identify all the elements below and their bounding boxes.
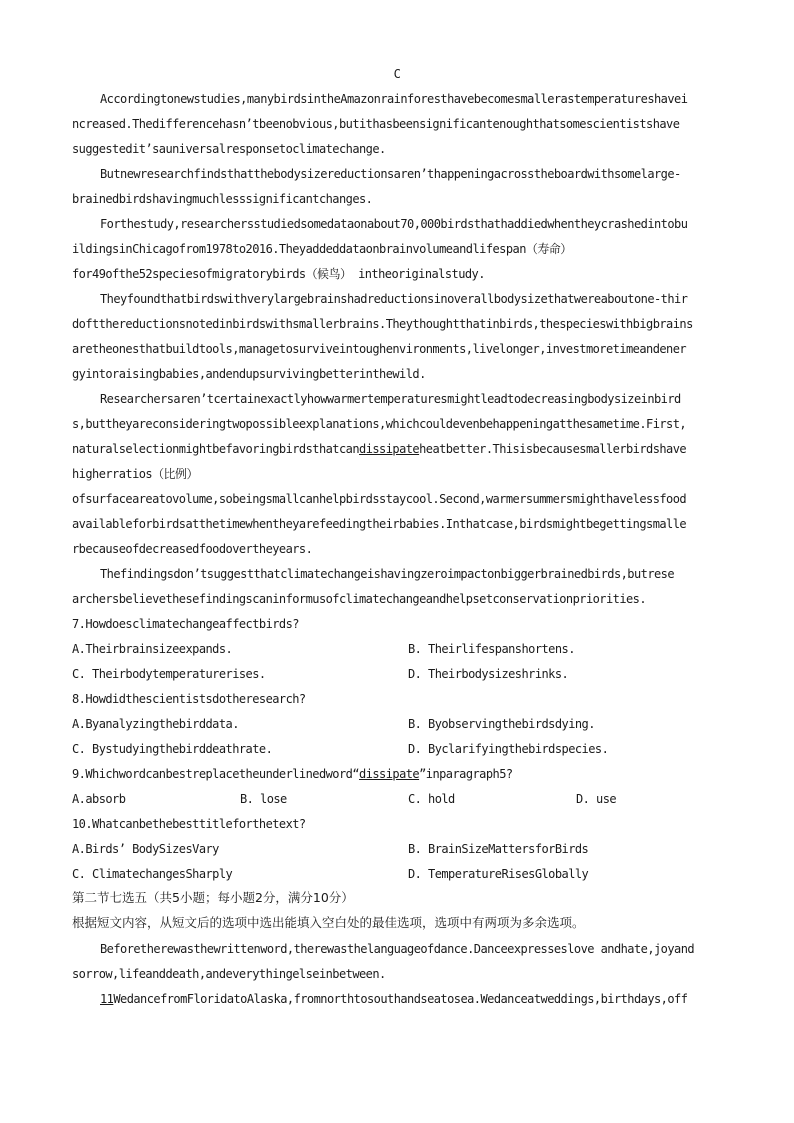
passage-line: Researchersaren’tcertainexactlyhowwarmertemperaturesmightleadtodecreasingbodysizeinbird <box>100 392 681 406</box>
option-9d[interactable]: D. use <box>576 792 617 806</box>
passage-text: naturalselectionmightbefavoringbirdsthatcan <box>72 442 360 456</box>
passage-line: ncreased.Thedifferencehasn’tbeenobvious,butithasbeensignificantenoughthatsomescientistshave <box>72 117 680 131</box>
passage-line: Butnewresearchfindsthatthebodysizereductionsaren’thappeningacrosstheboardwithsomelarge- <box>100 167 681 181</box>
option-7b[interactable]: B. Theirlifespanshortens. <box>408 642 575 656</box>
passage-line: ildingsinChicagofrom1978to2016.Theyaddeddataonbrainvolumeandlifespan（寿命） <box>72 242 572 256</box>
passage-line: for49ofthe52speciesofmigratorybirds（候鸟） intheoriginalstudy. <box>72 267 485 281</box>
question-9 <box>72 767 722 781</box>
question-text: 9.Whichwordcanbestreplacetheunderlinedword“ <box>72 767 360 781</box>
passage-line: Theyfoundthatbirdswithverylargebrainshadreductionsinoverallbodysizethatwereaboutone-thir <box>100 292 688 306</box>
option-8b[interactable]: B. Byobservingthebirdsdying. <box>408 717 595 731</box>
option-7a[interactable]: A.Theirbrainsizeexpands. <box>72 642 233 656</box>
passage-line: sorrow,lifeanddeath,andeverythingelseinbetween. <box>72 967 386 981</box>
passage-line: availableforbirdsatthetimewhentheyarefeedingtheirbabies.Inthatcase,birdsmightbegettingsmalle <box>72 517 687 531</box>
passage-line: rbecauseofdecreasedfoodovertheyears. <box>72 542 313 556</box>
option-9a[interactable]: A.absorb <box>72 792 126 806</box>
option-10b[interactable]: B. BrainSizeMattersforBirds <box>408 842 589 856</box>
passage-line: ofsurfaceareatovolume,sobeingsmallcanhelpbirdsstaycool.Second,warmersummersmighthavelessfood <box>72 492 687 506</box>
underlined-word: dissipate <box>359 767 420 781</box>
option-8d[interactable]: D. Byclarifyingthebirdspecies. <box>408 742 609 756</box>
passage-line: Thefindingsdon’tsuggestthatclimatechangeishavingzeroimpactonbiggerbrainedbirds,butrese <box>100 567 675 581</box>
option-9b[interactable]: B. lose <box>240 792 287 806</box>
passage-line: aretheonesthatbuildtools,managetosurviveintoughenvironments,livelonger,investmoretimeandener <box>72 342 687 356</box>
passage-line: higherratios（比例） <box>72 467 198 481</box>
passage-line: s,buttheyareconsideringtwopossibleexplanations,whichcouldevenbehappeningatthesametime.First, <box>72 417 687 431</box>
passage-line: archersbelievethesefindingscaninformusofclimatechangeandhelpsetconservationpriorities. <box>72 592 647 606</box>
section-2-instruction: 根据短文内容，从短文后的选项中选出能填入空白处的最佳选项，选项中有两项为多余选项。 <box>72 916 585 930</box>
option-8c[interactable]: C. Bystudyingthebirddeathrate. <box>72 742 273 756</box>
passage-line: Beforetherewasthewrittenword,therewasthelanguageofdance.Danceexpresseslove andhate,joyand <box>100 942 695 956</box>
option-9c[interactable]: C. hold <box>408 792 455 806</box>
question-text: ”inparagraph5? <box>419 767 513 781</box>
question-7: 7.Howdoesclimatechangeaffectbirds? <box>72 617 299 631</box>
passage-text: heatbetter.Thisisbecausesmallerbirdshave <box>419 442 687 456</box>
passage-line: suggestedit’sauniversalresponsetoclimatechange. <box>72 142 386 156</box>
option-7c[interactable]: C. Theirbodytemperaturerises. <box>72 667 266 681</box>
option-7d[interactable]: D. Theirbodysizeshrinks. <box>408 667 569 681</box>
passage-line: Forthestudy,researchersstudiedsomedataonabout70,000birdsthathaddiedwhentheycrashedintobu <box>100 217 688 231</box>
blank-number: 11 <box>100 992 114 1006</box>
section-2-heading: 第二节七选五（共5小题；每小题2分，满分10分） <box>72 891 354 905</box>
passage-line: Accordingtonewstudies,manybirdsintheAmazonrainforesthavebecomesmallerastemperatureshavei <box>100 92 688 106</box>
option-10a[interactable]: A.Birds’ BodySizesVary <box>72 842 219 856</box>
option-8a[interactable]: A.Byanalyzingthebirddata. <box>72 717 239 731</box>
section-letter: C <box>393 67 401 81</box>
passage-line: doftthereductionsnotedinbirdswithsmallerbrains.Theythoughtthatinbirds,thespecieswithbigbrains <box>72 317 693 331</box>
underlined-word: dissipate <box>359 442 420 456</box>
question-8: 8.Howdidthescientistsdotheresearch? <box>72 692 306 706</box>
passage-line <box>72 442 722 456</box>
option-10c[interactable]: C. ClimatechangesSharply <box>72 867 233 881</box>
question-10: 10.Whatcanbethebesttitleforthetext? <box>72 817 306 831</box>
passage-text: WedancefromFloridatoAlaska,fromnorthtosouthandseatosea.Wedanceatweddings,birthdays,off <box>113 992 688 1006</box>
passage-line: gyintoraisingbabies,andendupsurvivingbetterinthewild. <box>72 367 426 381</box>
passage-line: brainedbirdshavingmuchlesssignificantchanges. <box>72 192 373 206</box>
option-10d[interactable]: D. TemperatureRisesGlobally <box>408 867 589 881</box>
passage-line <box>100 992 722 1006</box>
